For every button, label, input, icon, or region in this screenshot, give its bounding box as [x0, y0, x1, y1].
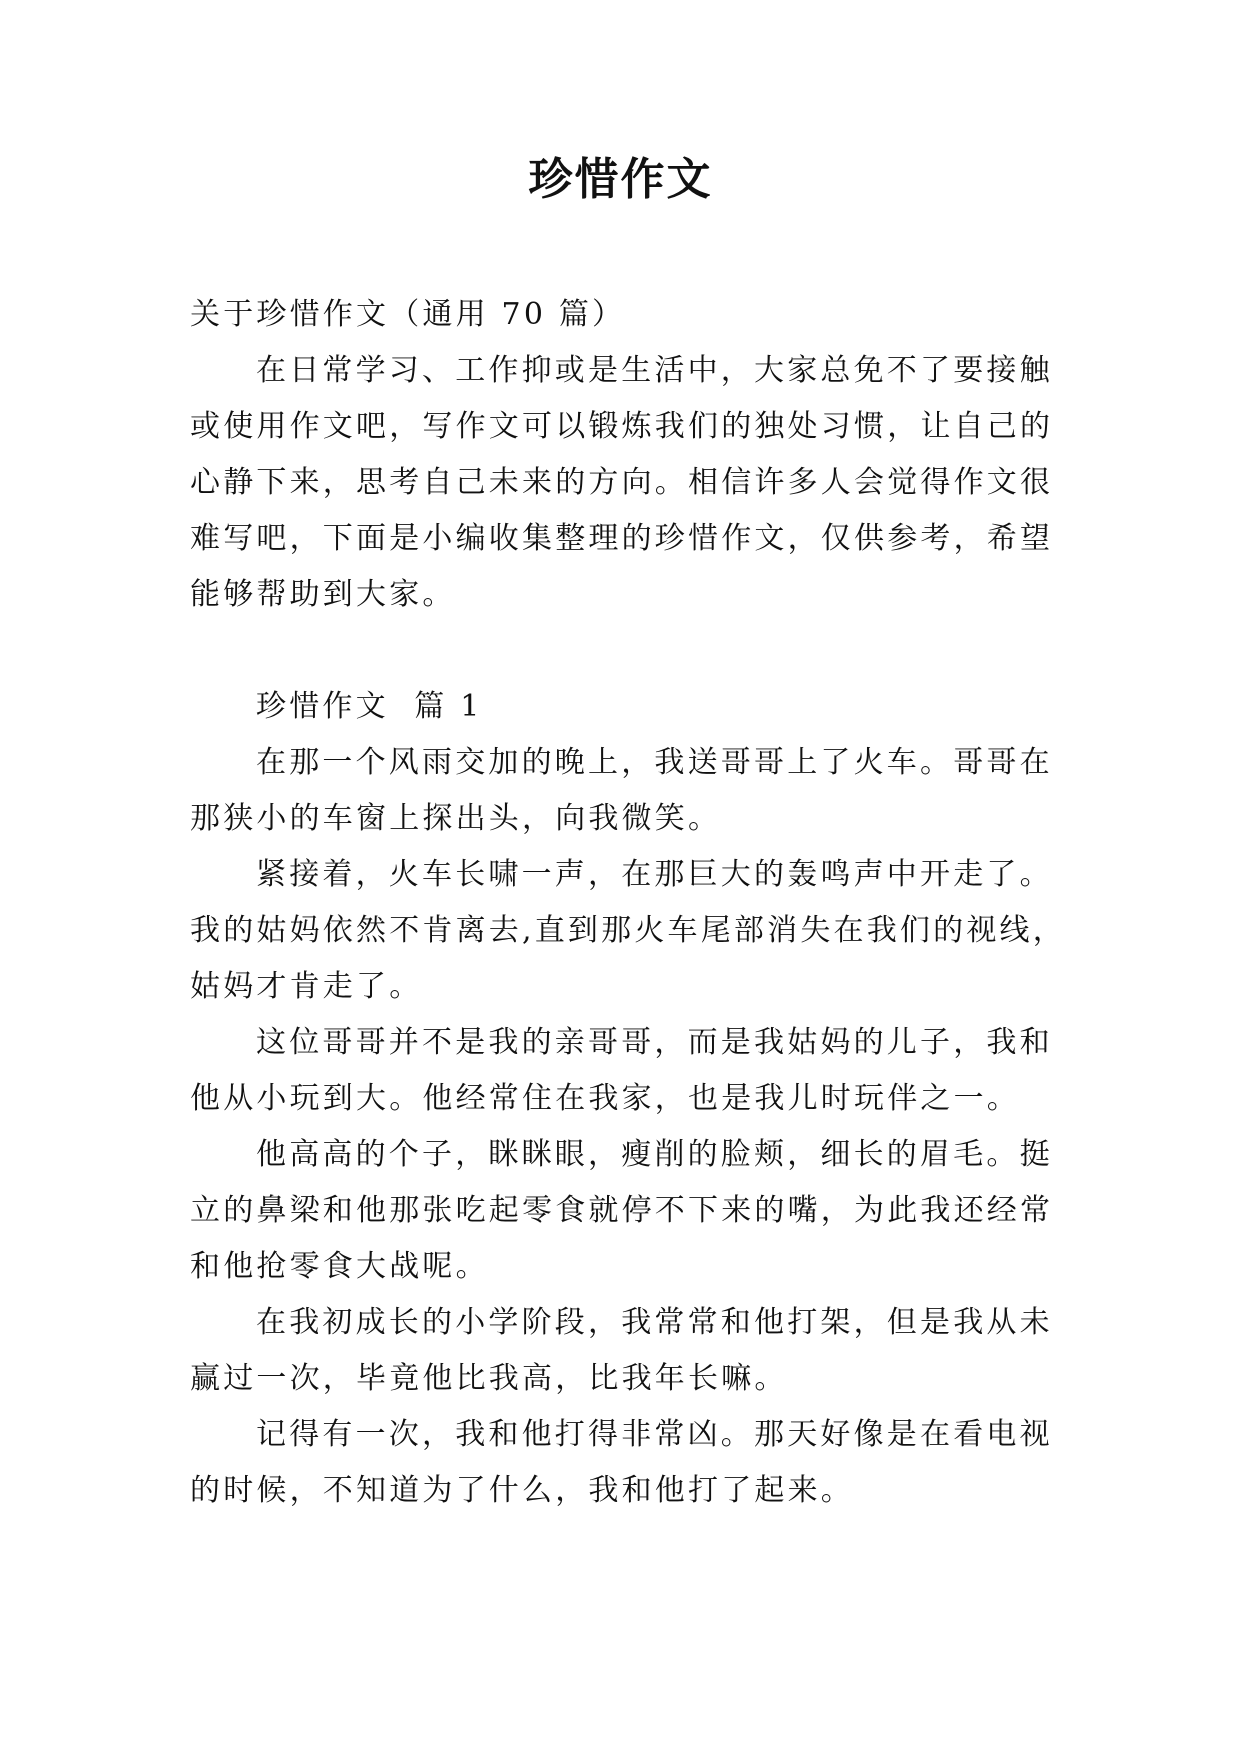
paragraph-spacer	[190, 623, 1060, 679]
essay-line: 他从小玩到大。他经常住在我家，也是我儿时玩伴之一。	[190, 1081, 1020, 1116]
essay-line: 的时候，不知道为了什么，我和他打了起来。	[190, 1473, 854, 1508]
intro-line: 在日常学习、工作抑或是生活中，大家总免不了要接触	[256, 353, 1053, 388]
essay-line: 在我初成长的小学阶段，我常常和他打架，但是我从未	[256, 1305, 1053, 1340]
essay-line: 这位哥哥并不是我的亲哥哥，而是我姑妈的儿子，我和	[256, 1025, 1053, 1060]
section-heading: 珍惜作文 篇 1	[256, 689, 483, 724]
essay-line: 和他抢零食大战呢。	[190, 1249, 489, 1284]
intro-line: 能够帮助到大家。	[190, 577, 456, 612]
essay-line: 赢过一次，毕竟他比我高，比我年长嘛。	[190, 1361, 788, 1396]
document-subtitle: 关于珍惜作文（通用 70 篇）	[190, 297, 626, 332]
essay-line: 那狭小的车窗上探出头，向我微笑。	[190, 801, 722, 836]
intro-line: 心静下来，思考自己未来的方向。相信许多人会觉得作文很	[190, 465, 1054, 500]
page-title: 珍惜作文	[528, 154, 713, 205]
essay-line: 在那一个风雨交加的晚上，我送哥哥上了火车。哥哥在	[256, 745, 1053, 780]
intro-line: 难写吧，下面是小编收集整理的珍惜作文，仅供参考，希望	[190, 521, 1054, 556]
essay-line: 他高高的个子，眯眯眼，瘦削的脸颊，细长的眉毛。挺	[256, 1137, 1053, 1172]
intro-line: 或使用作文吧，写作文可以锻炼我们的独处习惯，让自己的	[190, 409, 1054, 444]
essay-line: 姑妈才肯走了。	[190, 969, 423, 1004]
document-body	[190, 287, 1066, 1519]
essay-line: 紧接着，火车长啸一声，在那巨大的轰鸣声中开走了。	[256, 857, 1053, 892]
essay-line: 记得有一次，我和他打得非常凶。那天好像是在看电视	[256, 1417, 1053, 1452]
essay-line: 立的鼻梁和他那张吃起零食就停不下来的嘴，为此我还经常	[190, 1193, 1054, 1228]
essay-line: 我的姑妈依然不肯离去,直到那火车尾部消失在我们的视线，	[190, 913, 1066, 948]
